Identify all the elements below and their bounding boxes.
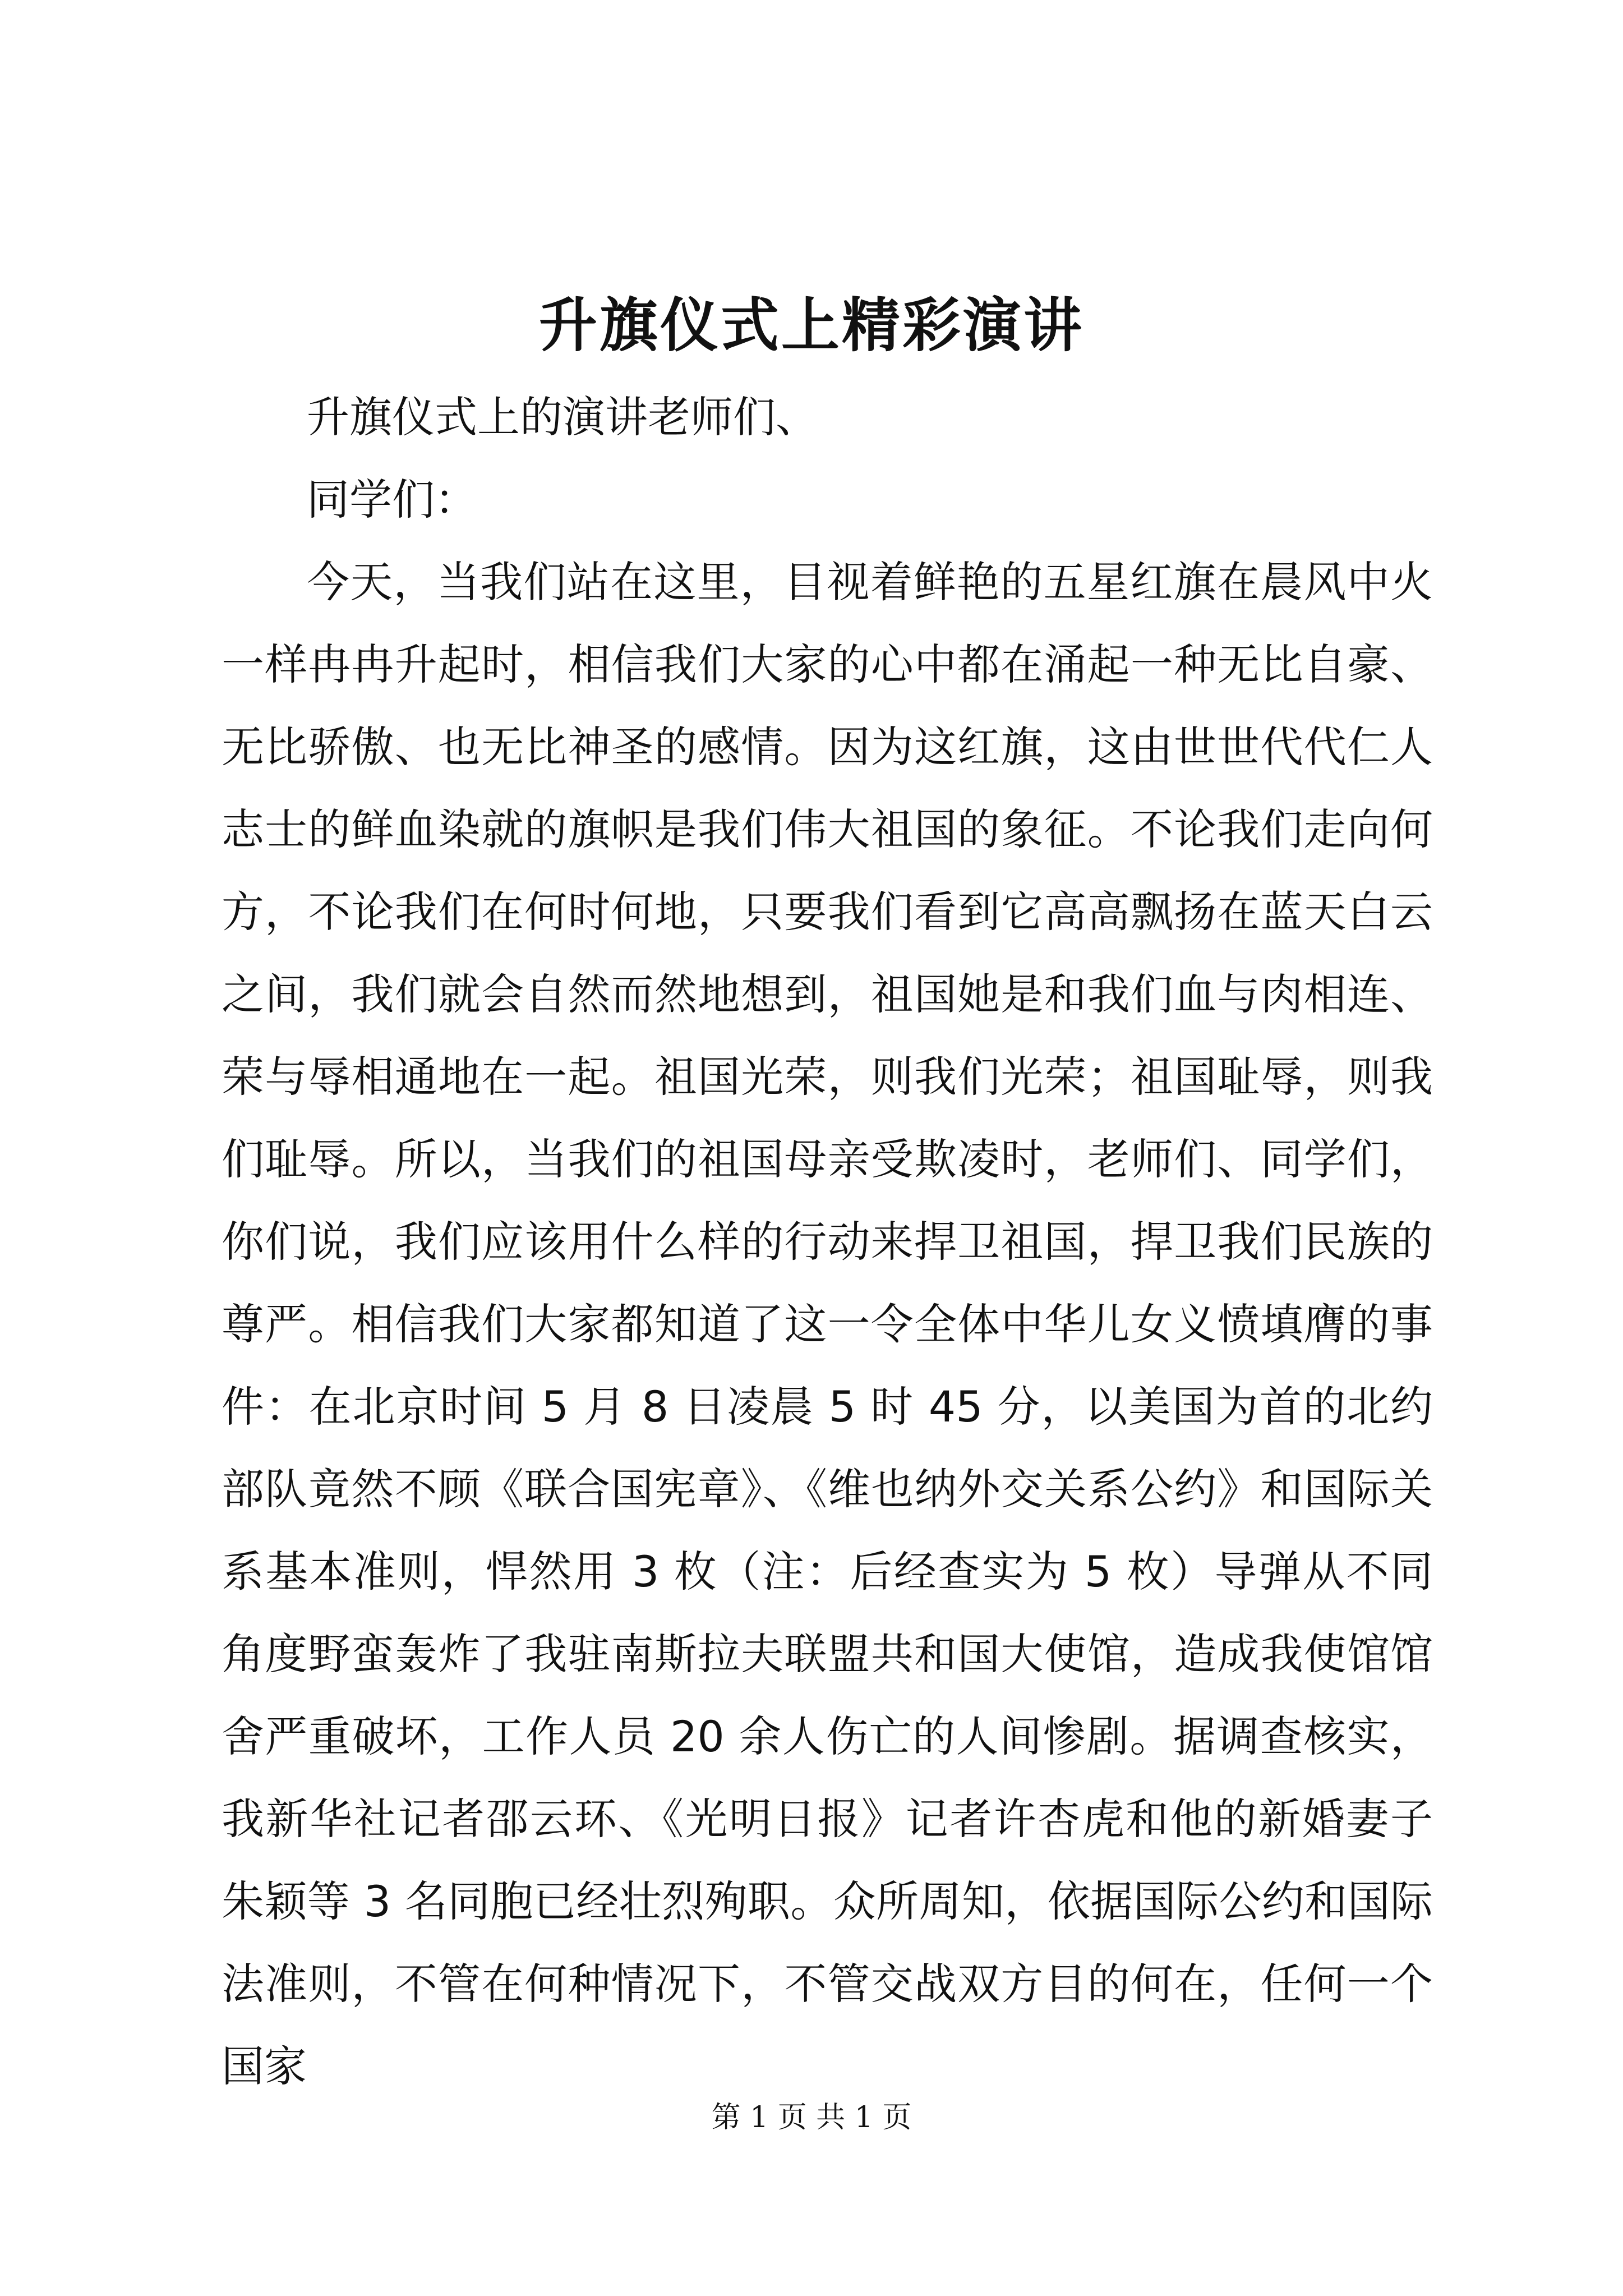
salutation-line-2: 同学们：: [307, 475, 477, 524]
salutation-line-1: 升旗仪式上的演讲老师们、: [307, 392, 818, 442]
body-paragraph: 今天，当我们站在这里，目视着鲜艳的五星红旗在晨风中火一样冉冉升起时，相信我们大家的心中都在涌起一种无比自豪、无比骄傲、也无比神圣的感情。因为这红旗，这由世世代代仁人志士的鲜血染就的旗帜是我们伟大祖国的象征。不论我们走向何方，不论我们在何时何地，只要我们看到它高高飘扬在蓝天白云之间，我们就会自然而然地想到，祖国她是和我们血与肉相连、荣与辱相通地在一起。祖国光荣，则我们光荣；祖国耻辱，则我们耻辱。所以，当我们的祖国母亲受欺凌时，老师们、同学们，你们说，我们应该用什么样的行动来捍卫祖国，捍卫我们民族的尊严。相信我们大家都知道了这一令全体中华儿女义愤填膺的事件：在北京时间 5 月 8 日凌晨 5 时 45 分，以美国为首的北约部队竟然不顾《联合国宪章》、《维也纳外交关系公约》和国际关系基本准则，悍然用 3 枚（注：后经查实为 5 枚）导弹从不同角度野蛮轰炸了我驻南斯拉夫联盟共和国大使馆，造成我使馆馆舍严重破坏，工作人员 20 余人伤亡的人间惨剧。据调查核实，我新华社记者邵云环、《光明日报》记者许杏虎和他的新婚妻子朱颖等 3 名同胞已经壮烈殉职。众所周知，依据国际公约和国际法准则，不管在何种情况下，不管交战双方目的何在，任何一个国家: [222, 557, 1433, 2091]
document-body: [222, 376, 1433, 2108]
page-number-footer: 第 1 页 共 1 页: [711, 2101, 912, 2134]
document-title: 升旗仪式上精彩演讲: [538, 291, 1084, 360]
